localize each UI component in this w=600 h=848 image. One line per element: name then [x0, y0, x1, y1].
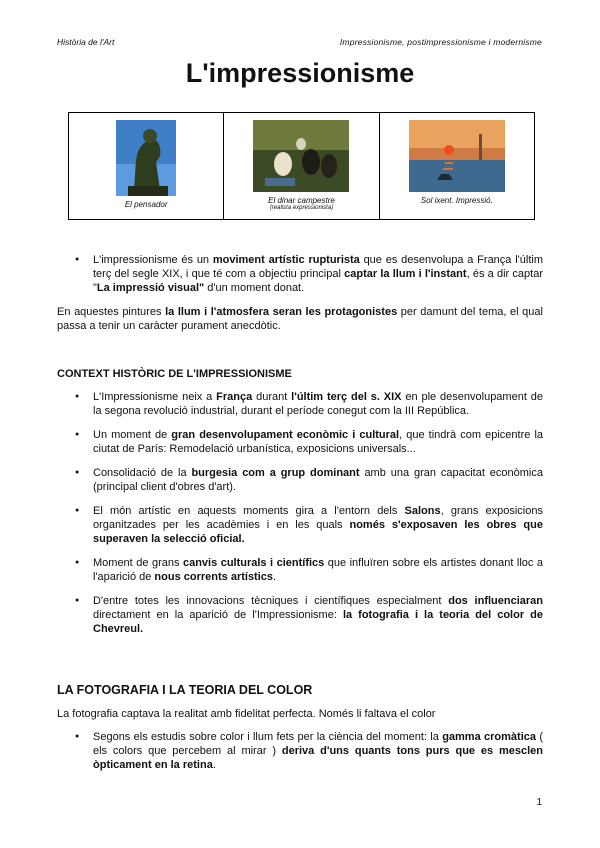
- photo-heading: LA FOTOGRAFIA I LA TEORIA DEL COLOR: [57, 683, 313, 697]
- figure-caption-1: El pensador: [124, 200, 168, 209]
- emphasis: la llum i l'atmosfera seran les protagonistes: [165, 306, 398, 318]
- photo-item: [93, 730, 543, 772]
- text-run: durant: [252, 391, 292, 403]
- emphasis: burgesia com a grup dominant: [191, 467, 360, 479]
- thinker-image: [116, 120, 176, 196]
- header-left: Història de l'Art: [57, 37, 115, 47]
- text-run: , que tindrà com epicentre la ciutat de París: Remodelació urbanística, exposicions universals...: [93, 429, 544, 455]
- context-item-5: [93, 556, 543, 584]
- text-run: Segons els estudis sobre color i llum fets per la ciència del moment: la: [93, 731, 443, 743]
- figure-caption-2-text: El dinar campestre: [268, 196, 335, 205]
- header-right: Impressionisme, postimpressionisme i modernisme: [339, 37, 542, 47]
- emphasis: deriva d'uns quants tons purs que es mesclen òpticament en la retina: [93, 745, 543, 771]
- figure-cell-thinker: [69, 113, 224, 219]
- emphasis: moviment artístic rupturista: [212, 254, 360, 266]
- context-section: [57, 367, 543, 646]
- figure-cell-luncheon: [224, 113, 379, 219]
- context-item-1: [93, 390, 543, 418]
- luncheon-image: [253, 120, 349, 192]
- emphasis: dos influenciaran: [448, 595, 543, 607]
- emphasis: gamma cromàtica: [442, 731, 536, 743]
- text-run: .: [273, 571, 277, 583]
- page-title: L'impressionisme: [185, 58, 415, 88]
- text-run: L'impressionisme és un: [93, 254, 213, 266]
- context-item-2: [93, 428, 543, 456]
- intro-bullet: [93, 253, 543, 295]
- emphasis: nous corrents artístics: [154, 571, 274, 583]
- emphasis: canvis culturals i científics: [182, 557, 325, 569]
- emphasis: La impressió visual": [96, 282, 205, 294]
- figure-caption-2: [268, 196, 335, 212]
- emphasis: la fotografia i la teoria del color de Chevreul.: [93, 609, 544, 635]
- text-run: El món artístic en aquests moments gira a l'entorn dels: [93, 505, 405, 517]
- emphasis: captar la llum i l'instant: [344, 268, 467, 280]
- text-run: Consolidació de la: [93, 467, 192, 479]
- text-run: Moment de grans: [93, 557, 183, 569]
- text-run: que influïren sobre els artistes donant lloc a l'aparició de: [93, 557, 543, 583]
- context-heading: CONTEXT HISTÒRIC DE L'IMPRESSIONISME: [57, 368, 292, 380]
- figure-cell-sunrise: [380, 113, 534, 219]
- text-run: , grans exposicions organitzades per les acadèmies i en les quals: [93, 505, 543, 531]
- text-run: amb una gran capacitat econòmica (principal client d'obres d'art).: [93, 467, 543, 493]
- figure-table: [68, 112, 535, 220]
- emphasis: gran desenvolupament econòmic i cultural: [171, 429, 400, 441]
- text-run: L'Impressionisme neix a: [93, 391, 217, 403]
- emphasis: França: [216, 391, 253, 403]
- page-number: 1: [536, 797, 542, 808]
- text-run: directament en la aparició de l'Impressionisme:: [93, 609, 343, 621]
- text-run: ( els colors que percebem al mirar ): [93, 731, 543, 757]
- text-run: d'un moment donat.: [204, 282, 305, 294]
- text-run: per damunt del tema, el qual passa a tenir un caràcter purament anecdòtic.: [57, 306, 543, 332]
- context-item-3: [93, 466, 543, 494]
- photo-paragraph: La fotografia captava la realitat amb fidelitat perfecta. Només li faltava el color: [57, 708, 436, 720]
- text-run: , és a dir captar ": [93, 268, 543, 294]
- figure-subcaption-2: (realista expressionista): [269, 205, 334, 212]
- text-run: En aquestes pintures: [57, 306, 166, 318]
- intro-paragraph: [57, 305, 543, 333]
- text-run: .: [212, 759, 216, 771]
- emphasis: només s'exposaven les obres que superaven la selecció oficial.: [93, 519, 543, 545]
- text-run: D'entre totes les innovacions tècniques i científiques especialment: [93, 595, 449, 607]
- context-item-6: [93, 594, 543, 636]
- text-run: Un moment de: [93, 429, 172, 441]
- text-run: que es desenvolupa a França l'últim terç del segle XIX, i que té com a objectiu principal: [93, 254, 543, 280]
- context-item-4: [93, 504, 543, 546]
- emphasis: Salons: [404, 505, 441, 517]
- sunrise-image: [409, 120, 505, 192]
- photo-section: [57, 683, 543, 782]
- text-run: en ple desenvolupament de la segona revolució industrial, durant el període conegut com la III República.: [93, 391, 543, 417]
- emphasis: l'últim terç del s. XIX: [291, 391, 402, 403]
- intro-section: [57, 253, 543, 333]
- figure-caption-3: Sol ixent. Impressió.: [420, 196, 493, 205]
